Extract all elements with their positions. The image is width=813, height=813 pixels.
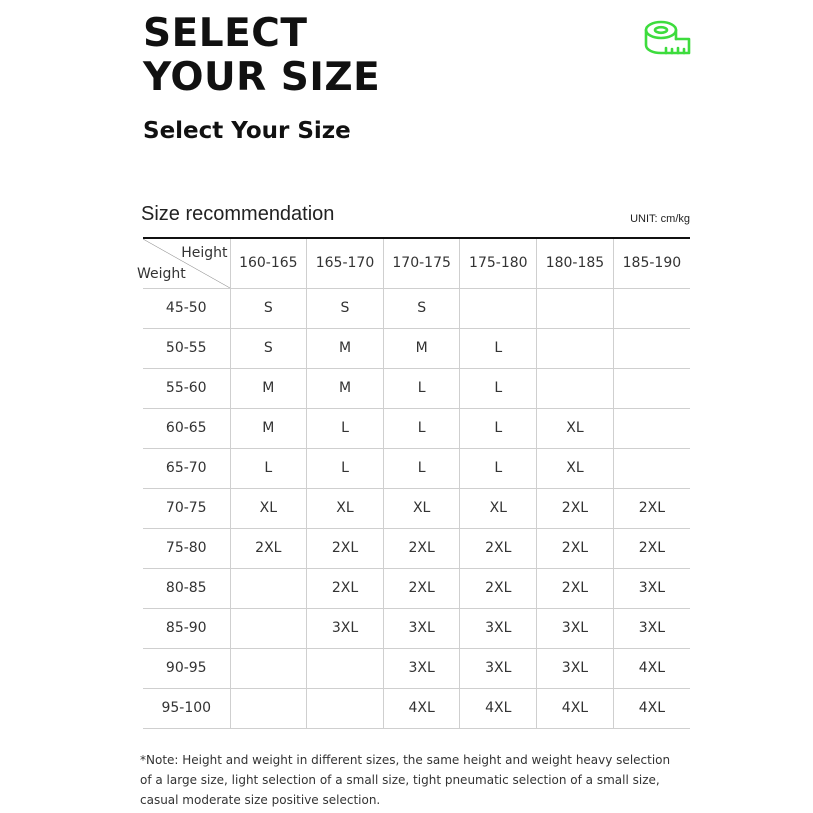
size-cell [613,288,690,328]
size-cell: 2XL [383,568,460,608]
size-cell: 4XL [613,688,690,728]
corner-weight-label: Weight [137,265,186,282]
size-cell: L [307,408,384,448]
size-cell: XL [460,488,537,528]
column-header-height: 175-180 [460,238,537,288]
size-cell [537,288,614,328]
size-cell: L [383,448,460,488]
size-cell [537,368,614,408]
row-header-weight: 85-90 [143,608,230,648]
table-row [143,688,690,728]
size-cell: 2XL [613,528,690,568]
table-row [143,288,690,328]
size-cell: M [230,368,307,408]
size-cell: 4XL [460,688,537,728]
size-cell [230,608,307,648]
size-cell: S [230,288,307,328]
column-header-height: 165-170 [307,238,384,288]
size-cell: 3XL [383,608,460,648]
size-cell: M [307,368,384,408]
corner-height-label: Height [181,245,228,261]
size-cell: 3XL [460,608,537,648]
table-row [143,448,690,488]
size-cell: XL [307,488,384,528]
size-cell: 3XL [613,568,690,608]
size-cell: 4XL [537,688,614,728]
size-cell: XL [537,408,614,448]
row-header-weight: 80-85 [143,568,230,608]
size-cell: S [307,288,384,328]
size-cell [230,688,307,728]
size-cell: M [307,328,384,368]
size-cell: XL [230,488,307,528]
size-cell: 2XL [307,528,384,568]
row-header-weight: 95-100 [143,688,230,728]
size-cell: 2XL [230,528,307,568]
size-cell [230,648,307,688]
table-row [143,328,690,368]
size-cell: S [383,288,460,328]
row-header-weight: 50-55 [143,328,230,368]
table-row [143,648,690,688]
column-header-height: 170-175 [383,238,460,288]
title-line-1: SELECT [143,11,308,56]
size-cell [230,568,307,608]
page-subtitle: Select Your Size [143,118,351,144]
size-cell: 3XL [537,608,614,648]
table-row [143,568,690,608]
size-cell [307,648,384,688]
row-header-weight: 45-50 [143,288,230,328]
size-cell: 2XL [307,568,384,608]
size-cell: 2XL [537,528,614,568]
row-header-weight: 75-80 [143,528,230,568]
table-row [143,368,690,408]
table-corner-cell [137,238,230,288]
table-row [143,608,690,648]
size-cell [460,288,537,328]
size-cell: L [307,448,384,488]
size-cell: S [230,328,307,368]
size-cell: 2XL [613,488,690,528]
size-cell [613,408,690,448]
size-cell: 2XL [460,568,537,608]
size-recommendation-heading: Size recommendation [141,203,335,225]
size-cell: 4XL [383,688,460,728]
row-header-weight: 70-75 [143,488,230,528]
row-header-weight: 65-70 [143,448,230,488]
row-header-weight: 90-95 [143,648,230,688]
size-cell: L [460,368,537,408]
column-header-height: 160-165 [230,238,307,288]
measuring-tape-icon [644,18,692,58]
size-cell: 4XL [613,648,690,688]
table-header-row [143,238,690,288]
size-cell: M [230,408,307,448]
size-cell: 3XL [537,648,614,688]
size-table-container [137,237,690,729]
page-title [143,12,380,100]
size-table [137,237,690,729]
size-cell: 3XL [613,608,690,648]
size-cell: L [383,408,460,448]
size-note: *Note: Height and weight in different sizes, the same height and weight heavy selection of a large size, light selection of a small size, tight pneumatic selection of a small size, casual moderate size positive selection. [140,753,671,807]
size-cell [613,368,690,408]
size-cell: L [230,448,307,488]
size-cell: XL [537,448,614,488]
row-header-weight: 55-60 [143,368,230,408]
size-cell [307,688,384,728]
size-cell: 2XL [383,528,460,568]
size-cell [613,328,690,368]
size-cell: M [383,328,460,368]
table-row [143,528,690,568]
row-header-weight: 60-65 [143,408,230,448]
size-cell: 3XL [383,648,460,688]
column-header-height: 180-185 [537,238,614,288]
size-cell [613,448,690,488]
size-cell: 3XL [307,608,384,648]
unit-label: UNIT: cm/kg [630,213,690,225]
size-cell: L [383,368,460,408]
size-cell: 2XL [537,488,614,528]
size-cell: L [460,408,537,448]
size-cell: L [460,328,537,368]
table-row [143,488,690,528]
size-cell: 2XL [537,568,614,608]
size-cell: 3XL [460,648,537,688]
size-cell: L [460,448,537,488]
size-cell: XL [383,488,460,528]
title-line-2: YOUR SIZE [143,55,381,100]
size-cell: 2XL [460,528,537,568]
table-body [143,288,690,728]
size-cell [537,328,614,368]
column-header-height: 185-190 [613,238,690,288]
table-row [143,408,690,448]
